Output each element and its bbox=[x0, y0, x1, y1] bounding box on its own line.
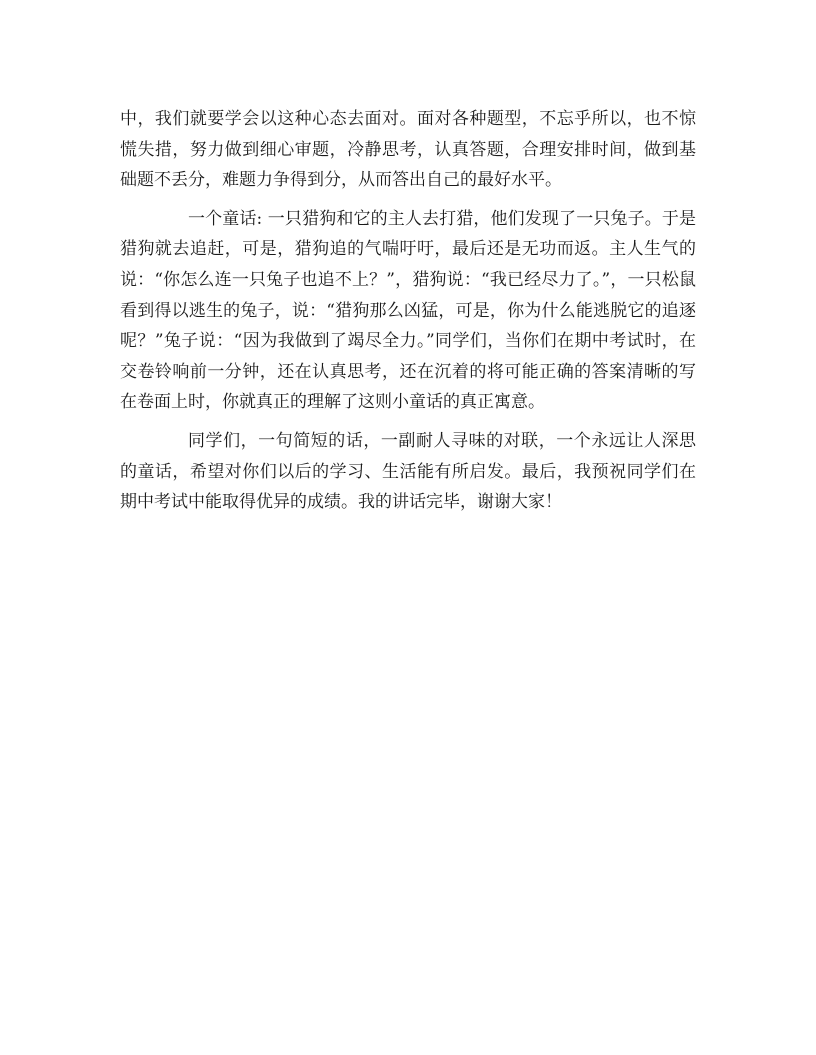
paragraph-3: 同学们，一句简短的话，一副耐人寻味的对联，一个永远让人深思的童话，希望对你们以后的学习、生活能有所启发。最后，我预祝同学们在期中考试中能取得优异的成绩。我的讲话完毕，谢谢大家！ bbox=[120, 430, 696, 513]
document-body bbox=[120, 104, 696, 518]
paragraph-1: 中，我们就要学会以这种心态去面对。面对各种题型，不忘乎所以，也不惊慌失措，努力做到细心审题，冷静思考，认真答题，合理安排时间，做到基础题不丢分，难题力争得到分，从而答出自己的最好水平。 bbox=[120, 109, 696, 191]
paragraph-2: 一个童话: 一只猎狗和它的主人去打猎，他们发现了一只兔子。于是猎狗就去追赶，可是，猎狗追的气喘吁吁，最后还是无功而返。主人生气的说：“你怎么连一只兔子也追不上？”，猎狗说：“我已经尽力了。”，一只松鼠看到得以逃生的兔子，说：“猎狗那么凶猛，可是，你为什么能逃脱它的追逐呢？”兔子说：“因为我做到了竭尽全力。”同学们，当你们在期中考试时，在交卷铃响前一分钟，还在认真思考，还在沉着的将可能正确的答案清晰的写在卷面上时，你就真正的理解了这则小童话的真正寓意。 bbox=[120, 208, 696, 413]
